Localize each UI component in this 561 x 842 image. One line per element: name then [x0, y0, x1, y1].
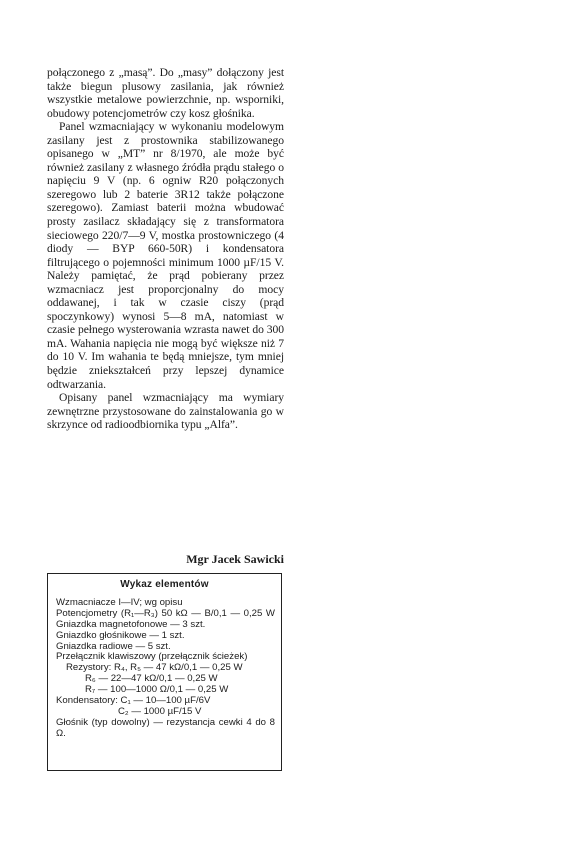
parts-list-item: Wzmacniacze I—IV; wg opisu — [56, 596, 183, 608]
author-signature: Mgr Jacek Sawicki — [186, 552, 284, 566]
article-text — [47, 66, 284, 432]
parts-list-item: Gniazdko głośnikowe — 1 szt. — [56, 629, 185, 641]
parts-list-item: R₇ — 100—1000 Ω/0,1 — 0,25 W — [85, 684, 229, 696]
parts-list-item: Potencjometry (R₁—R₃) 50 kΩ — B/0,1 — 0,25 W — [56, 607, 275, 619]
parts-list-item: Kondensatory: C₁ — 10—100 µF/6V — [56, 695, 211, 707]
parts-list-body — [48, 598, 281, 740]
paragraph-dimensions: Opisany panel wzmacniający ma wymiary zewnętrzne przystosowane do zainstalowania go w skrzynce od radioodbiornika typu „Alfa”. — [47, 391, 284, 432]
parts-list-box — [47, 573, 282, 771]
parts-list-title: Wykaz elementów — [120, 579, 209, 590]
parts-list-item: Gniazdka magnetofonowe — 3 szt. — [56, 618, 206, 630]
parts-list-item: Rezystory: R₄, R₅ — 47 kΩ/0,1 — 0,25 W — [66, 662, 243, 674]
parts-list-item: Głośnik (typ dowolny) — rezystancja cewki 4 do 8 Ω. — [56, 716, 275, 739]
paragraph-grounding: połączonego z „masą”. Do „masy” dołączony jest także biegun plusowy zasilania, jak również wszystkie metalowe powierzchnie, np. wsporniki, obudowy potencjometrów czy kosz głośnika. — [47, 66, 284, 120]
parts-list-item: R₆ — 22—47 kΩ/0,1 — 0,25 W — [85, 673, 218, 685]
parts-list-item: Gniazdka radiowe — 5 szt. — [56, 640, 171, 652]
parts-list-item: C₂ — 1000 µF/15 V — [118, 705, 202, 717]
parts-list-item: Przełącznik klawiszowy (przełącznik ścieżek) — [56, 651, 248, 663]
paragraph-power-supply: Panel wzmacniający w wykonaniu modelowym zasilany jest z prostownika stabilizowanego opisanego w „MT” nr 8/1970, ale może być również zasilany z własnego źródła prądu stałego o napięciu 9 V (np. 6 ogniw R20 połączonych szeregowo lub 2 baterie 3R12 także połączone szeregowo). Zamiast baterii można wbudować prosty zasilacz składający się z transformatora sieciowego 220/7—9 V, mostka prostowniczego (4 diody — BYP 660-50R) i kondensatora filtrującego o pojemności minimum 1000 µF/15 V. Należy pamiętać, że prąd pobierany przez wzmacniacz jest proporcjonalny do mocy oddawanej, i tak w czasie ciszy (prąd spoczynkowy) wynosi 5—8 mA, natomiast w czasie pełnego wysterowania wzrasta nawet do 300 mA. Wahania napięcia nie mogą być większe niż 7 do 10 V. Im wahania te będą mniejsze, tym mniej będzie zniekształceń przy lepszej dynamice odtwarzania. — [47, 120, 284, 391]
